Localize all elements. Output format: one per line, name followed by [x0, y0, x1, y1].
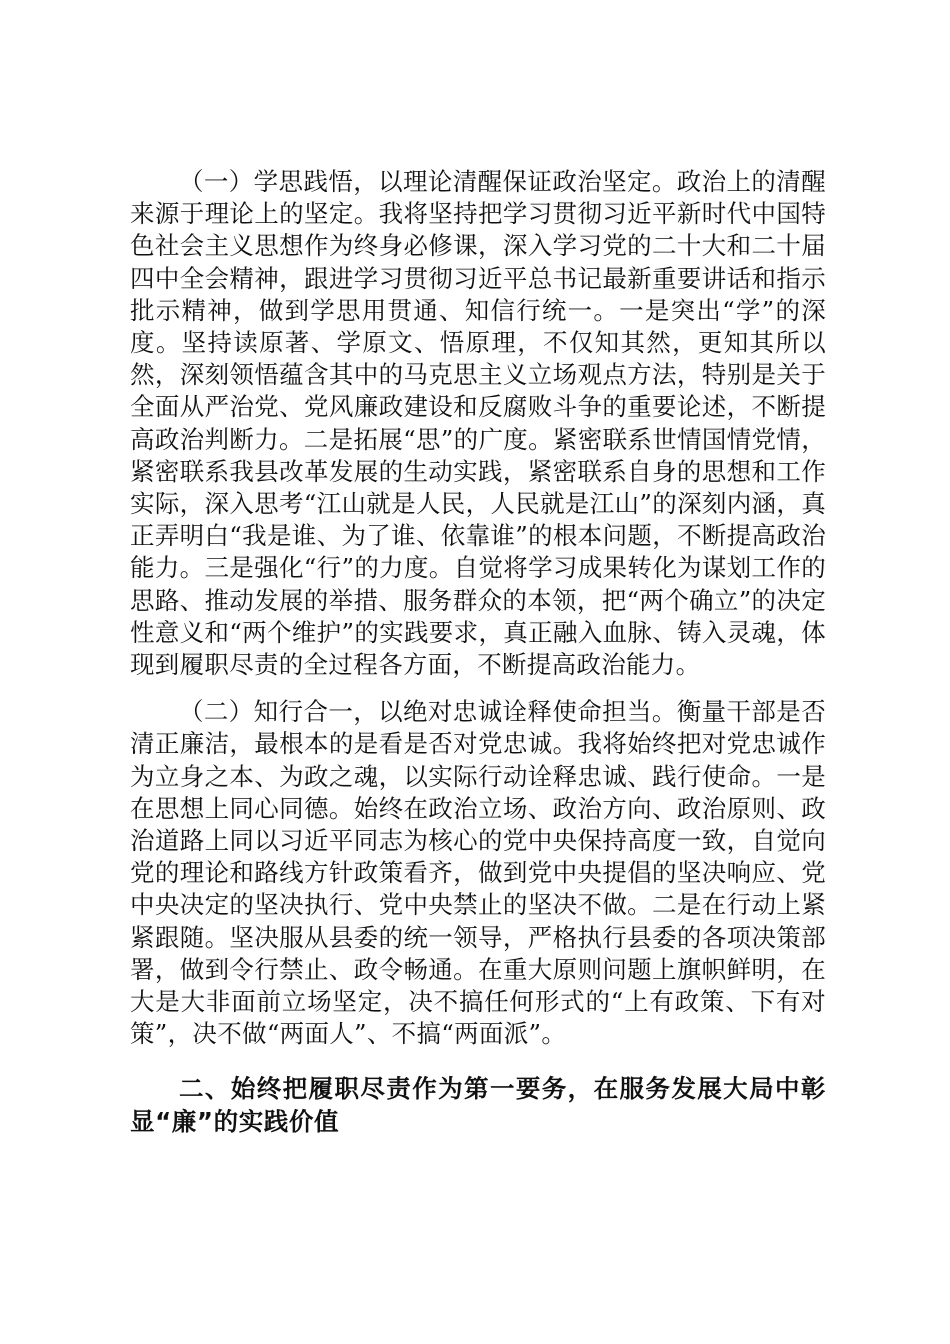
paragraph-loyalty: （二）知行合一，以绝对忠诚诠释使命担当。衡量干部是否清正廉洁，最根本的是看是否对党忠诚。我将始终把对党忠诚作为立身之本、为政之魂，以实际行动诠释忠诚、践行使命。一是在思想上同心同德。始终在政治立场、政治方向、政治原则、政治道路上同以习近平同志为核心的党中央保持高度一致，自觉向党的理论和路线方针政策看齐，做到党中央提倡的坚决响应、党中央决定的坚决执行、党中央禁止的坚决不做。二是在行动上紧紧跟随。坚决服从县委的统一领导，严格执行县委的各项决策部署，做到令行禁止、政令畅通。在重大原则问题上旗帜鲜明，在大是大非面前立场坚定，决不搞任何形式的“上有政策、下有对策”，决不做“两面人”、不搞“两面派”。 — [130, 697, 826, 1049]
paragraph-theory-study: （一）学思践悟，以理论清醒保证政治坚定。政治上的清醒来源于理论上的坚定。我将坚持把学习贯彻习近平新时代中国特色社会主义思想作为终身必修课，深入学习党的二十大和二十届四中全会精神，跟进学习贯彻习近平总书记最新重要讲话和指示批示精神，做到学思用贯通、知信行统一。一是突出“学”的深度。坚持读原著、学原文、悟原理，不仅知其然，更知其所以然，深刻领悟蕴含其中的马克思主义立场观点方法，特别是关于全面从严治党、党风廉政建设和反腐败斗争的重要论述，不断提高政治判断力。二是拓展“思”的广度。紧密联系世情国情党情，紧密联系我县改革发展的生动实践，紧密联系自身的思想和工作实际，深入思考“江山就是人民，人民就是江山”的深刻内涵，真正弄明白“我是谁、为了谁、依靠谁”的根本问题，不断提高政治能力。三是强化“行”的力度。自觉将学习成果转化为谋划工作的思路、推动发展的举措、服务群众的本领，把“两个确立”的决定性意义和“两个维护”的实践要求，真正融入血脉、铸入灵魂，体现到履职尽责的全过程各方面，不断提高政治能力。 — [130, 167, 826, 680]
document-body — [130, 166, 826, 1138]
section-heading: 二、始终把履职尽责作为第一要务，在服务发展大局中彰显“廉”的实践价值 — [130, 1074, 826, 1136]
